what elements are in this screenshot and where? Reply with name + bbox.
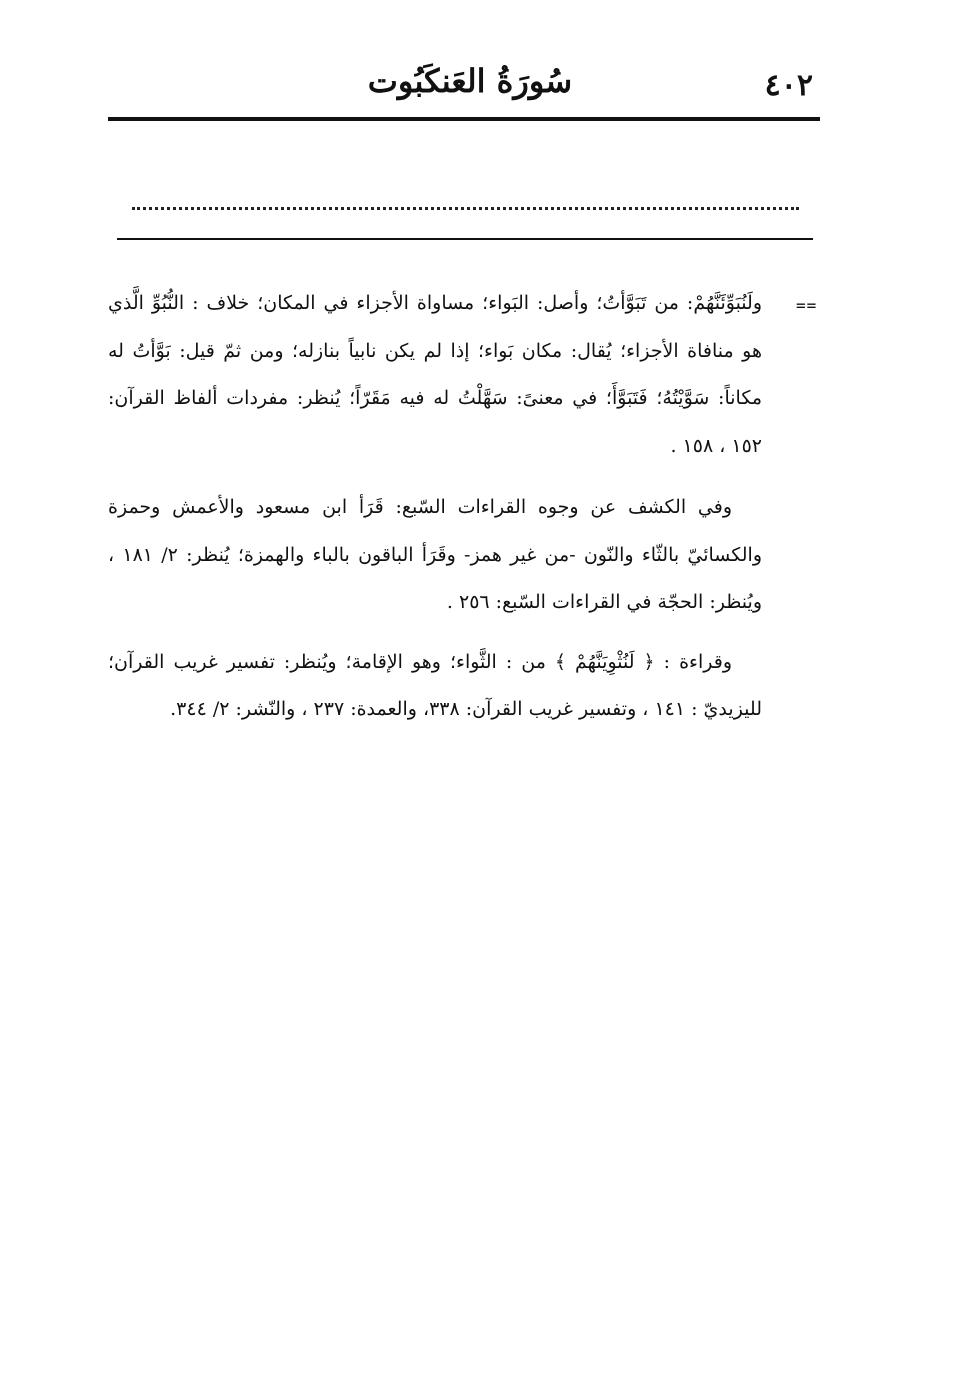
- page-number: ٤٠٢: [764, 68, 813, 103]
- footnote-block: [108, 280, 762, 746]
- continuation-mark: ==: [796, 296, 818, 315]
- header-rule: [108, 117, 820, 121]
- surah-title: سُورَةُ العَنكَبُوت: [367, 62, 573, 100]
- footnote-paragraph: وفي الكشف عن وجوه القراءات السّبع: قَرَأ ابن مسعود والأعمش وحمزة والكسائيّ بالثّاء والنّون -من غير همز- وقَرَأ الباقون بالباء والهمزة؛ يُنظر: ٢/ ١٨١ ، ويُنظر: الحجّة في القراءات السّبع: ٢٥٦ .: [108, 496, 762, 613]
- footnote-paragraph: وقراءة : ﴿ لَنُثْوِيَنَّهُمْ ﴾ من : الثَّواء؛ وهو الإقامة؛ ويُنظر: تفسير غريب القرآن؛ لليزيديّ : ١٤١ ، وتفسير غريب القرآن: ٣٣٨، والعمدة: ٢٣٧ ، والنّشر: ٢/ ٣٤٤.: [108, 650, 762, 720]
- dotted-separator: [132, 207, 799, 210]
- footnote-rule: [117, 238, 813, 240]
- footnote-paragraph: ولَنُبَوِّئَنَّهُمْ: من تَبَوَّأتُ؛ وأصل: البَواء؛ مساواة الأجزاء في المكان؛ خلاف : النُّبُوِّ الَّذي هو منافاة الأجزاء؛ يُقال: مكان بَواء؛ إذا لم يكن نابياً بنازله؛ ومن ثمّ قيل: بَوَّأتُ له مكاناً: سَوَّيْتُهُ؛ فَتَبَوَّأَ؛ في معنىً: سَهَّلْتُ له فيه مَقَرّاً؛ يُنظر: مفردات ألفاظ القرآن: ١٥٢ ، ١٥٨ .: [108, 292, 762, 457]
